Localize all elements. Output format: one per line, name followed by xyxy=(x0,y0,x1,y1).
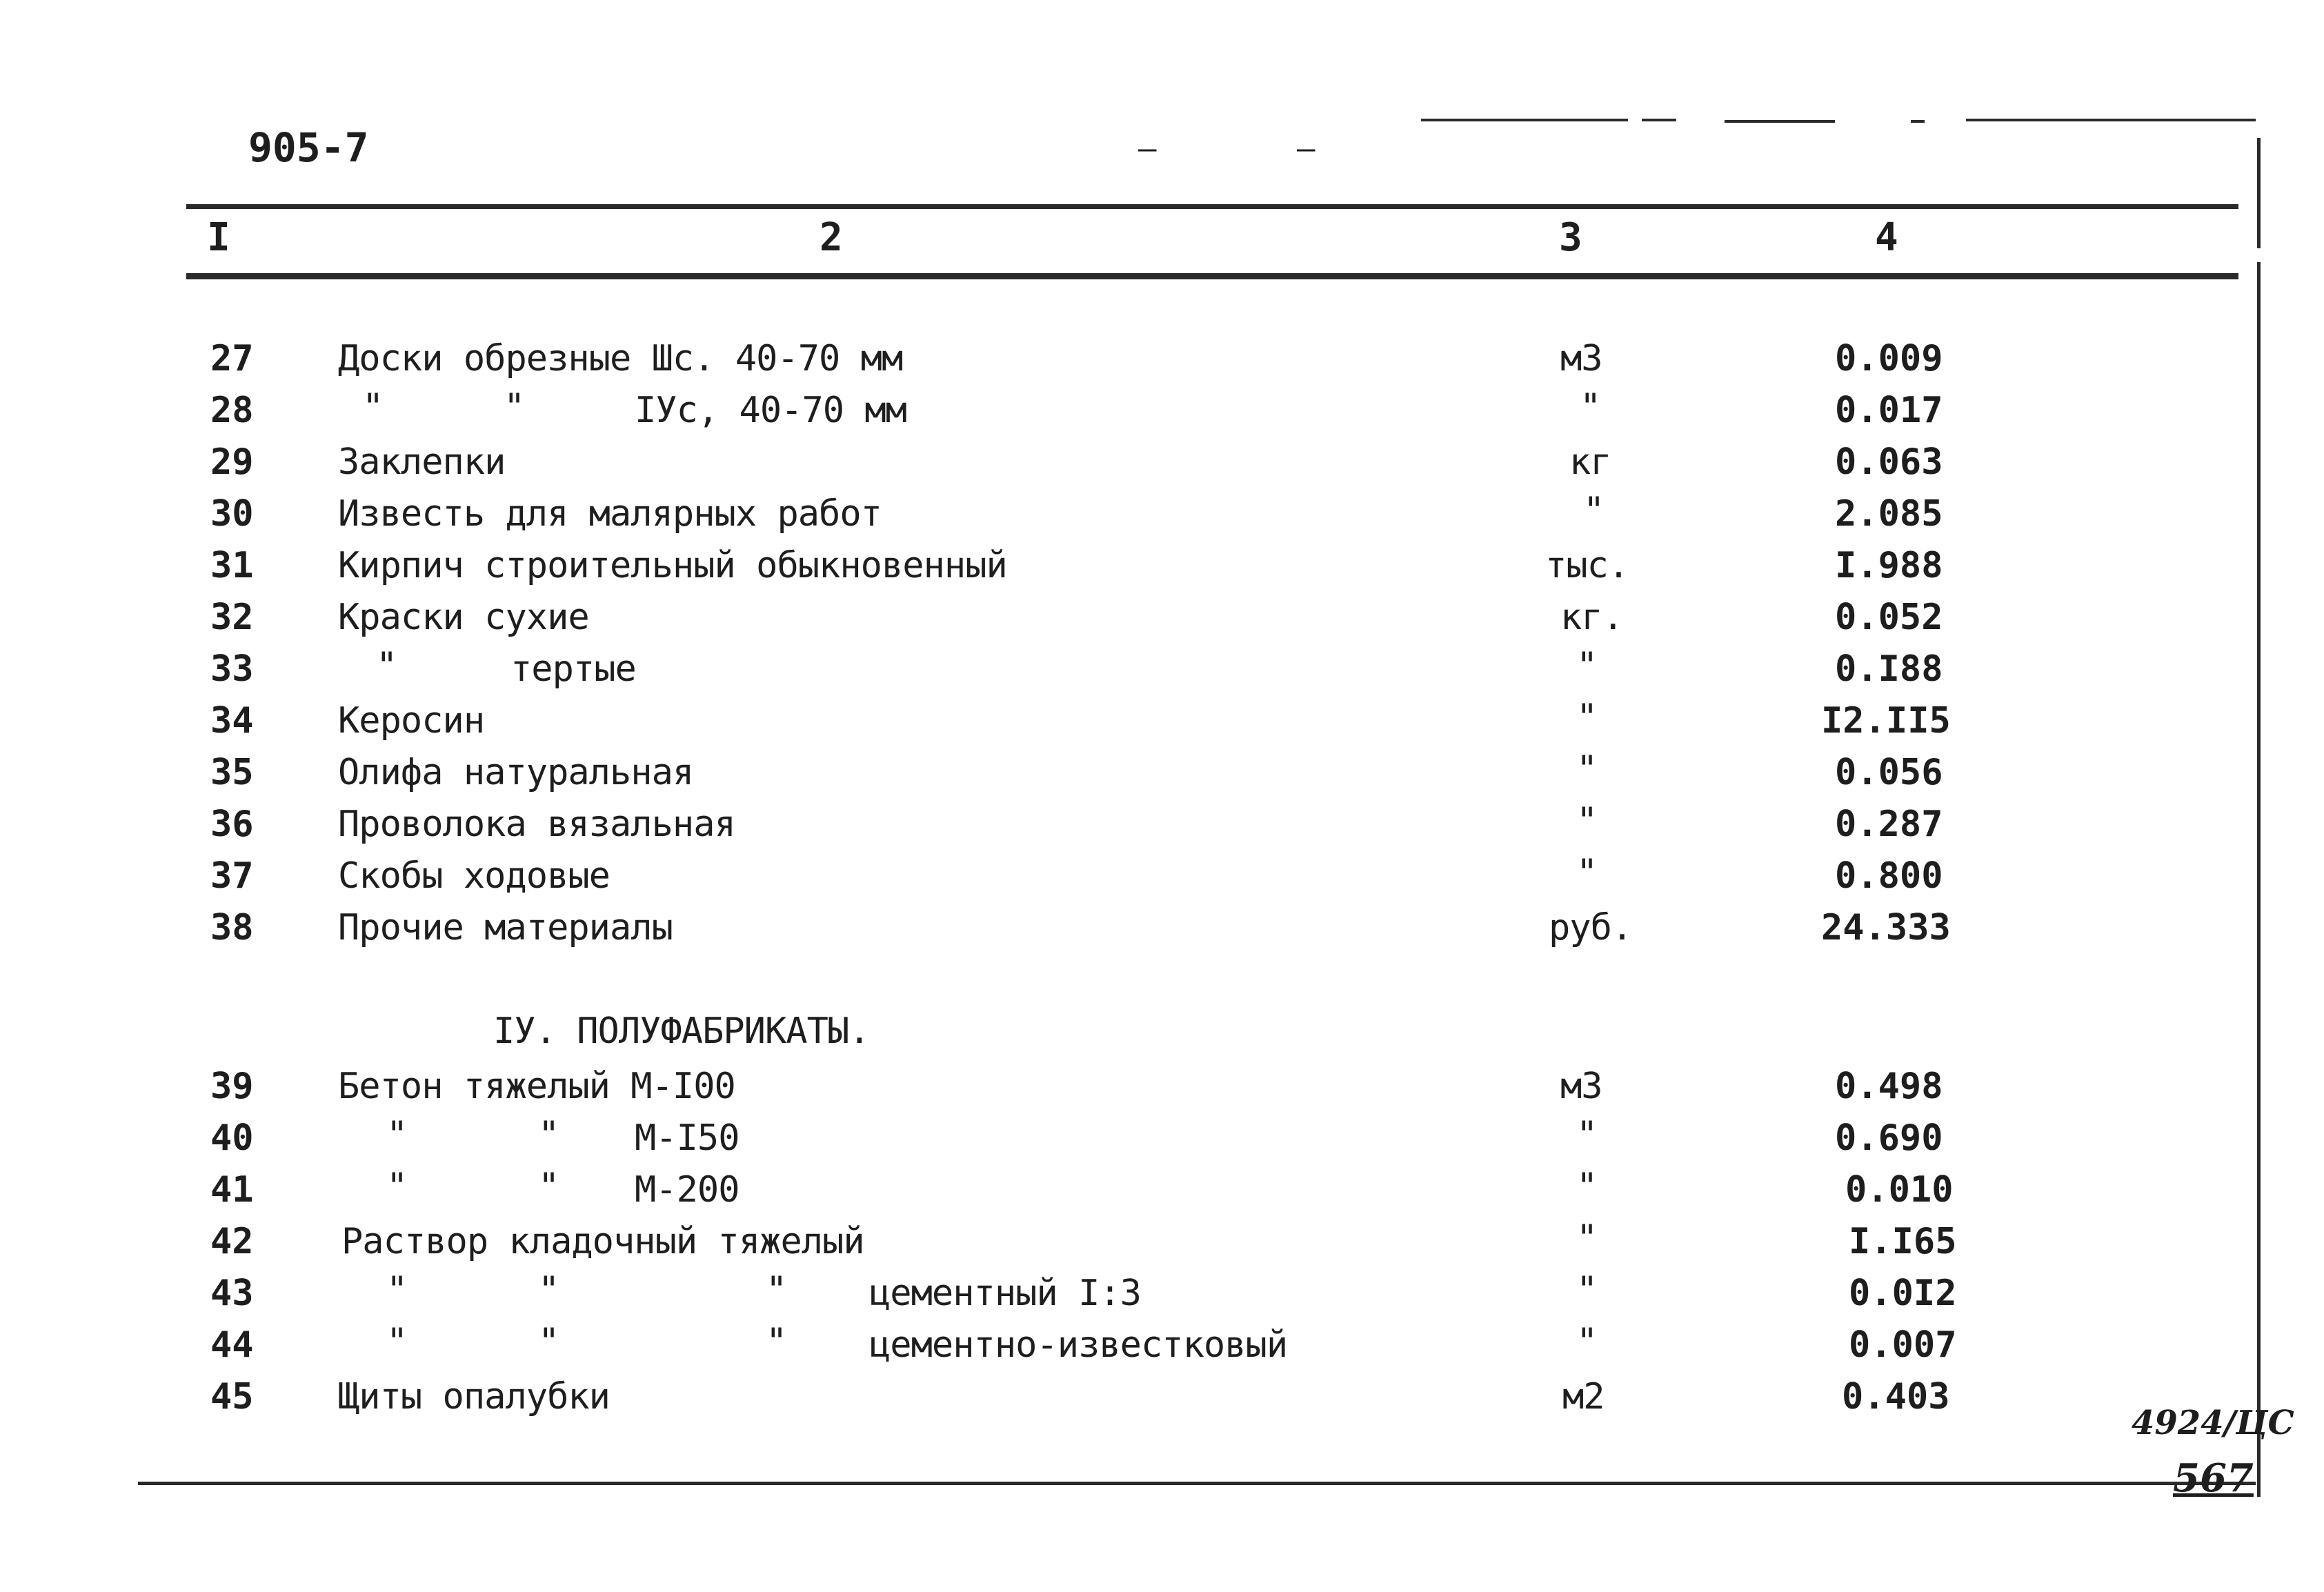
material-name: Бетон тяжелый М-I00 xyxy=(338,1066,735,1107)
material-name: Прочие материалы xyxy=(338,907,673,948)
quantity: 0.052 xyxy=(1835,597,1943,638)
quantity: 0.I88 xyxy=(1835,648,1943,690)
unit: тыс. xyxy=(1545,545,1629,586)
unit: м3 xyxy=(1560,1066,1602,1107)
row-number: 33 xyxy=(210,648,254,690)
unit: " xyxy=(1580,386,1601,428)
material-name: Заклепки xyxy=(338,441,506,483)
row-number: 34 xyxy=(210,700,254,742)
material-name: М-I50 xyxy=(635,1117,739,1159)
quantity: 0.800 xyxy=(1835,855,1943,897)
ditto-mark: " xyxy=(538,1114,559,1155)
material-name: Проволока вязальная xyxy=(338,804,735,845)
quantity: 0.690 xyxy=(1835,1117,1943,1159)
top-dash: — xyxy=(1138,131,1157,166)
ditto-mark: " xyxy=(538,1321,559,1362)
quantity: 2.085 xyxy=(1835,493,1943,535)
material-name: тертые xyxy=(510,648,636,690)
quantity: 0.403 xyxy=(1842,1376,1950,1417)
ditto-mark: " xyxy=(386,1321,408,1362)
row-number: 40 xyxy=(210,1117,254,1159)
material-name: Краски сухие xyxy=(338,597,589,638)
quantity: I2.II5 xyxy=(1821,700,1951,742)
material-name: Известь для малярных работ xyxy=(338,493,882,535)
top-right-line xyxy=(1421,119,1628,121)
quantity: 0.009 xyxy=(1835,338,1943,379)
row-number: 45 xyxy=(210,1376,254,1417)
quantity: 0.056 xyxy=(1835,752,1943,793)
row-number: 41 xyxy=(210,1169,254,1211)
material-name: М-200 xyxy=(635,1169,739,1211)
unit: " xyxy=(1583,490,1605,531)
column-header: I xyxy=(207,215,230,260)
ditto-mark: " xyxy=(766,1321,787,1362)
row-number: 35 xyxy=(210,752,254,793)
unit: м3 xyxy=(1560,338,1602,379)
row-number: 30 xyxy=(210,493,254,535)
header-bottom-rule xyxy=(186,273,2238,279)
quantity: 0.010 xyxy=(1845,1169,1954,1211)
top-right-line xyxy=(1642,119,1676,121)
row-number: 29 xyxy=(210,441,254,483)
top-right-line xyxy=(1725,120,1835,123)
archive-stamp: 4924/ЦС xyxy=(2132,1404,2294,1442)
unit: " xyxy=(1576,1217,1598,1259)
unit: " xyxy=(1576,1114,1598,1155)
ditto-mark: " xyxy=(362,386,384,428)
unit: " xyxy=(1576,1166,1598,1207)
unit: кг xyxy=(1569,441,1611,483)
quantity: 0.017 xyxy=(1835,390,1943,431)
quantity: 24.333 xyxy=(1821,907,1951,948)
unit: " xyxy=(1576,1321,1598,1362)
row-number: 39 xyxy=(210,1066,254,1107)
column-header: 4 xyxy=(1875,215,1898,260)
quantity: 0.063 xyxy=(1835,441,1943,483)
row-number: 37 xyxy=(210,855,254,897)
row-number: 31 xyxy=(210,545,254,586)
header-top-rule xyxy=(186,204,2238,209)
material-name: цементно-известковый xyxy=(869,1324,1288,1366)
row-number: 44 xyxy=(210,1324,254,1366)
unit: м2 xyxy=(1562,1376,1605,1417)
material-name: Олифа натуральная xyxy=(338,752,694,793)
row-number: 27 xyxy=(210,338,254,379)
row-number: 42 xyxy=(210,1221,254,1262)
quantity: 0.287 xyxy=(1835,804,1943,845)
material-name: Кирпич строительный обыкновенный xyxy=(338,545,1007,586)
unit: руб. xyxy=(1549,907,1633,948)
material-name: IУс, 40-70 мм xyxy=(635,390,906,431)
ditto-mark: " xyxy=(538,1166,559,1207)
top-dash: — xyxy=(1297,131,1315,166)
ditto-mark: " xyxy=(538,1269,559,1311)
top-right-line xyxy=(1966,119,2256,121)
material-name: Доски обрезные Шс. 40-70 мм xyxy=(338,338,903,379)
top-right-line xyxy=(1911,120,1925,123)
bottom-rule xyxy=(138,1482,2256,1485)
material-name: Керосин xyxy=(338,700,485,742)
unit: " xyxy=(1576,748,1598,790)
column-header: 2 xyxy=(820,215,843,260)
row-number: 32 xyxy=(210,597,254,638)
ditto-mark: " xyxy=(386,1269,408,1311)
ditto-mark: " xyxy=(766,1269,787,1311)
right-border xyxy=(2257,138,2261,248)
document-code: 905-7 xyxy=(248,124,369,171)
material-name: Щиты опалубки xyxy=(338,1376,610,1417)
ditto-mark: " xyxy=(376,645,397,686)
ditto-mark: " xyxy=(504,386,525,428)
ditto-mark: " xyxy=(386,1166,408,1207)
right-border xyxy=(2257,262,2261,1497)
quantity: 0.498 xyxy=(1835,1066,1943,1107)
page-number: 567 xyxy=(2173,1455,2254,1501)
row-number: 28 xyxy=(210,390,254,431)
unit: кг. xyxy=(1560,597,1623,638)
unit: " xyxy=(1576,697,1598,738)
quantity: I.I65 xyxy=(1849,1221,1957,1262)
quantity: 0.0I2 xyxy=(1849,1273,1957,1314)
section-title: IУ. ПОЛУФАБРИКАТЫ. xyxy=(493,1011,870,1052)
material-name: цементный I:3 xyxy=(869,1273,1141,1314)
column-header: 3 xyxy=(1559,215,1582,260)
material-name: Скобы ходовые xyxy=(338,855,610,897)
material-name: Раствор кладочный тяжелый xyxy=(341,1221,864,1262)
row-number: 38 xyxy=(210,907,254,948)
unit: " xyxy=(1576,800,1598,842)
quantity: 0.007 xyxy=(1849,1324,1957,1366)
unit: " xyxy=(1576,1269,1598,1311)
row-number: 36 xyxy=(210,804,254,845)
row-number: 43 xyxy=(210,1273,254,1314)
unit: " xyxy=(1576,645,1598,686)
ditto-mark: " xyxy=(386,1114,408,1155)
unit: " xyxy=(1576,852,1598,893)
quantity: I.988 xyxy=(1835,545,1943,586)
